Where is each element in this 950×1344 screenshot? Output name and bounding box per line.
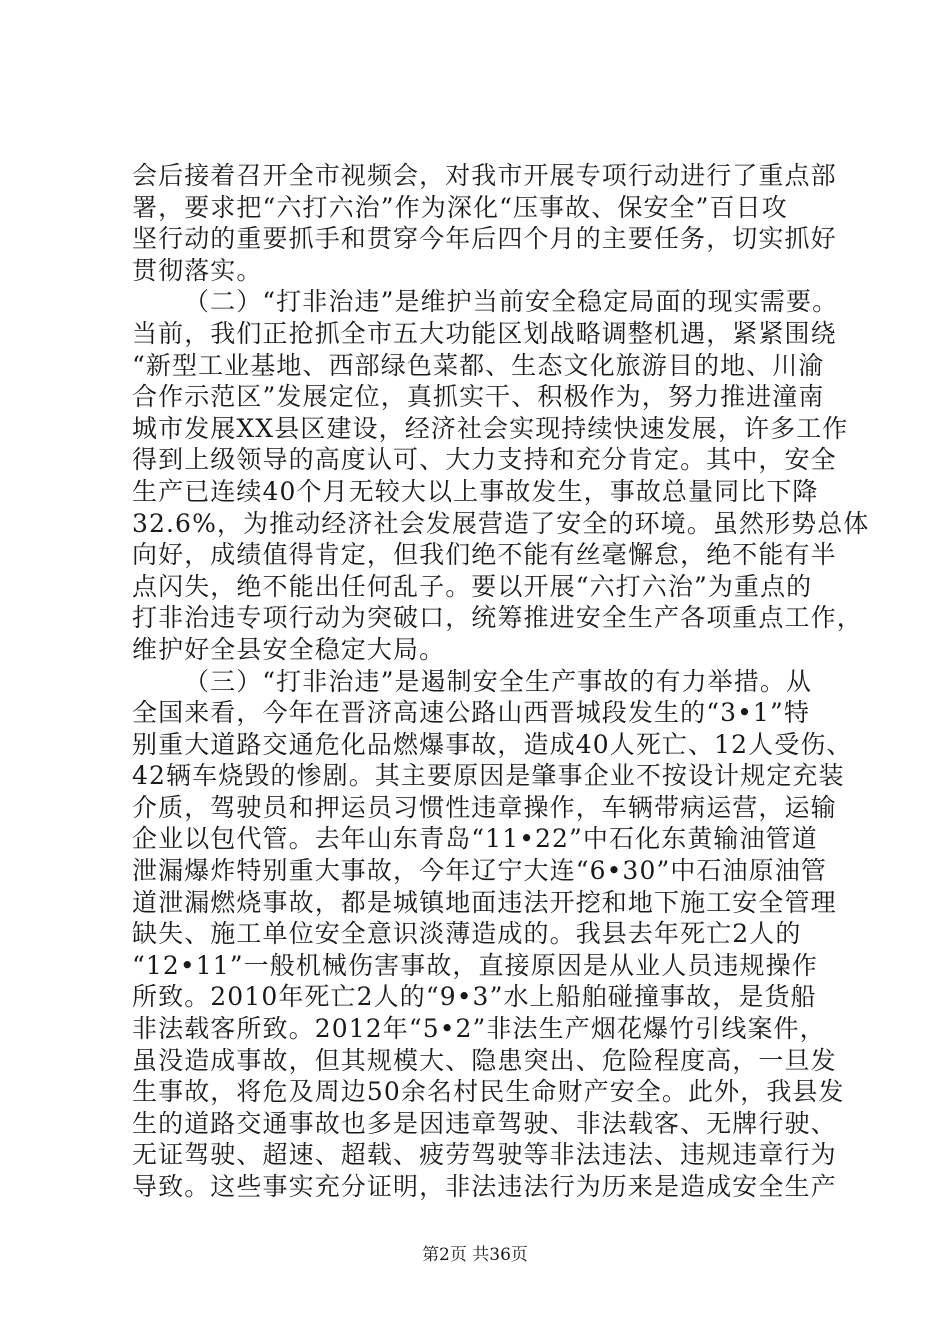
text-line: 缺失、施工单位安全意识淡薄造成的。我县去年死亡2人的 (132, 919, 802, 949)
text-line: 署，要求把“六打六治”作为深化“压事故、保安全”百日攻 (132, 192, 788, 222)
text-line: 生的道路交通事故也多是因违章驾驶、非法载客、无牌行驶、 (132, 1108, 837, 1138)
text-line: 维护好全县安全稳定大局。 (132, 634, 446, 664)
text-line: 全国来看，今年在晋济高速公路山西晋城段发生的“3•1”特 (132, 698, 810, 728)
text-line: 得到上级领导的高度认可、大力支持和充分肯定。其中，安全 (132, 445, 837, 475)
paragraph-heading-3: （三）“打非治违”是遏制安全生产事故的有力举措。从 (184, 666, 813, 696)
text-line: 介质，驾驶员和押运员习惯性违章操作，车辆带病运营，运输 (132, 792, 837, 822)
text-line: 32.6%，为推动经济社会发展营造了安全的环境。虽然形势总体 (132, 508, 870, 538)
text-line: 无证驾驶、超速、超载、疲劳驾驶等非法违法、违规违章行为 (132, 1140, 837, 1170)
text-line: 合作示范区”发展定位，真抓实干、积极作为，努力推进潼南 (132, 382, 825, 412)
text-line: 生事故，将危及周边50余名村民生命财产安全。此外，我县发 (132, 1077, 845, 1107)
text-line: 导致。这些事实充分证明，非法违法行为历来是造成安全生产 (132, 1172, 837, 1201)
text-line: 城市发展XX县区建设，经济社会实现持续快速发展，许多工作 (132, 413, 849, 443)
text-line: 当前，我们正抢抓全市五大功能区划战略调整机遇，紧紧围绕 (132, 318, 837, 348)
text-line: 虽没造成事故，但其规模大、隐患突出、危险程度高，一旦发 (132, 1045, 837, 1075)
text-line: 泄漏爆炸特别重大事故，今年辽宁大连“6•30”中石油原油管 (132, 856, 827, 886)
body-text (132, 160, 870, 1203)
text-line: 打非治违专项行动为突破口，统筹推进安全生产各项重点工作， (132, 603, 863, 633)
text-line: 非法载客所致。2012年“5•2”非法生产烟花爆竹引线案件， (132, 1014, 826, 1044)
text-line: 会后接着召开全市视频会，对我市开展专项行动进行了重点部 (132, 161, 837, 190)
text-line: 企业以包代管。去年山东青岛“11•22”中石化东黄输油管道 (132, 824, 818, 854)
text-line: 向好，成绩值得肯定，但我们绝不能有丝毫懈怠，绝不能有半 (132, 540, 837, 570)
text-line: 贯彻落实。 (132, 255, 263, 285)
text-line: 坚行动的重要抓手和贯穿今年后四个月的主要任务，切实抓好 (132, 224, 837, 254)
text-line: “12•11”一般机械伤害事故，直接原因是从业人员违规操作 (132, 950, 818, 980)
paragraph-heading-2: （二）“打非治违”是维护当前安全稳定局面的现实需要。 (184, 287, 839, 317)
text-line: 42辆车烧毁的惨剧。其主要原因是肇事企业不按设计规定充装 (132, 761, 845, 791)
text-line: 道泄漏燃烧事故，都是城镇地面违法开挖和地下施工安全管理 (132, 887, 837, 917)
text-line: 别重大道路交通危化品燃爆事故，造成40人死亡、12人受伤、 (132, 729, 853, 759)
text-line: 所致。2010年死亡2人的“9•3”水上船舶碰撞事故，是货船 (132, 982, 817, 1012)
text-line: 生产已连续40个月无较大以上事故发生，事故总量同比下降 (132, 476, 819, 506)
text-line: “新型工业基地、西部绿色菜都、生态文化旅游目的地、川渝 (132, 350, 825, 380)
text-line: 点闪失，绝不能出任何乱子。要以开展“六打六治”为重点的 (132, 571, 813, 601)
page-footer: 第2页 共36页 (422, 1245, 528, 1265)
